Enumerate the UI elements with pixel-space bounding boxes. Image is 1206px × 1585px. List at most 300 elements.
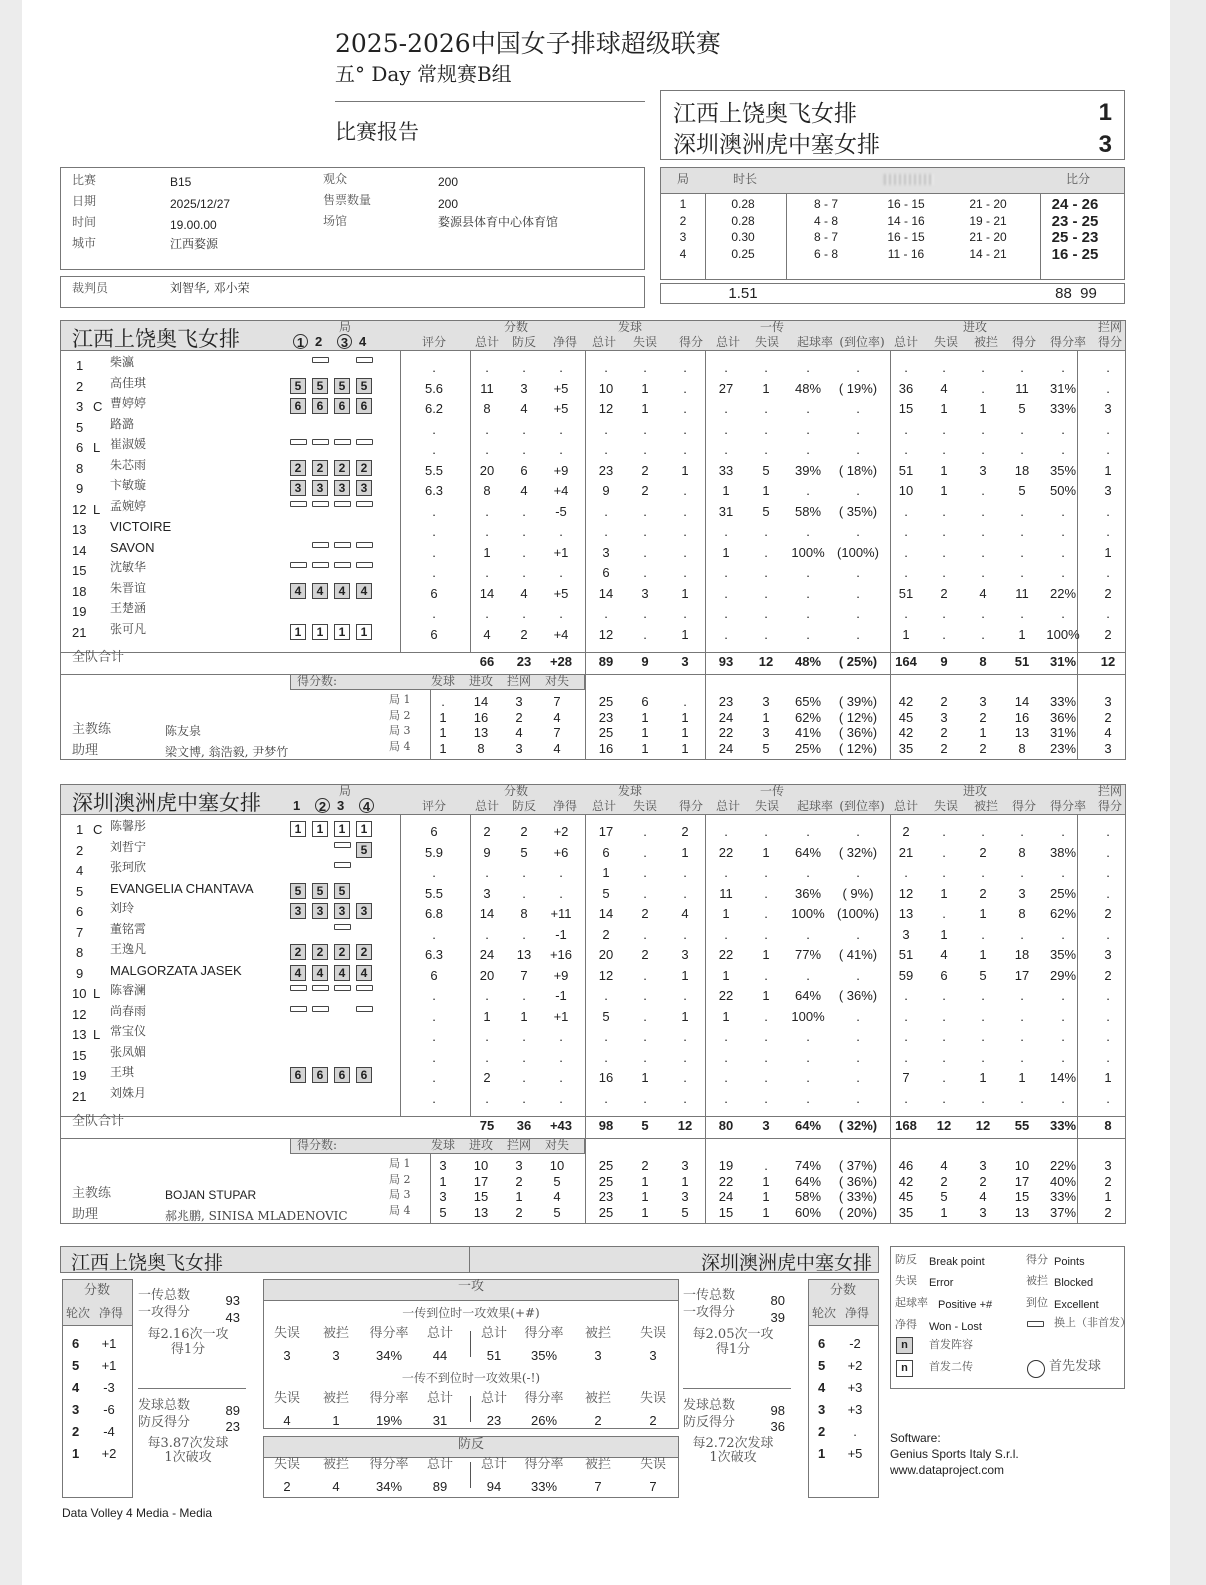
player-number: 15 (72, 1047, 87, 1063)
summary-value: 33% (530, 1479, 558, 1494)
stat-cell: 1 (722, 967, 730, 983)
stat-cell: 5.5 (424, 885, 444, 901)
total-cell: 75 (479, 1118, 495, 1133)
set-points-cell: 2 (515, 1205, 523, 1221)
stat-cell: 23 (598, 462, 614, 478)
stat-cell: ( 32%) (838, 844, 878, 860)
player-number: 19 (72, 604, 87, 619)
starting-position: 5 (356, 378, 372, 394)
divider (430, 1154, 431, 1224)
stat-cell: . (856, 442, 860, 457)
total-cell: 66 (479, 654, 495, 669)
stat-cell: . (683, 988, 687, 1003)
stat-cell: 4 (520, 585, 528, 601)
team-box (60, 784, 1126, 1224)
stat-cell: . (683, 885, 687, 901)
stat-cell: . (1020, 926, 1024, 942)
substitute-marker-icon (312, 439, 329, 445)
player-number: 7 (76, 924, 84, 940)
stat-cell: 39% (794, 462, 822, 478)
set-stat-cell: ( 12%) (838, 741, 878, 757)
set-stat-cell: 1 (1104, 1189, 1112, 1205)
player-name: VICTOIRE (110, 519, 172, 534)
set-partial-16: 16 - 15 (887, 197, 925, 211)
rotation-net: -3 (103, 1380, 115, 1395)
points-by-set-col: 进攻 (468, 674, 494, 688)
stat-cell: . (485, 442, 489, 457)
rotation-net: -6 (103, 1402, 115, 1417)
serve-total-label: 发球总数 (683, 1398, 736, 1413)
summary-col-label: 总计 (426, 1326, 454, 1341)
reception-total: 93 (225, 1293, 240, 1308)
set-points-cell: 3 (439, 1158, 447, 1173)
player-number: 14 (72, 542, 87, 558)
stat-cell: . (683, 606, 687, 621)
set-points-cell: 16 (473, 709, 489, 725)
total-cell: 168 (895, 1118, 917, 1133)
stat-cell: . (1106, 524, 1110, 539)
stat-cell: . (432, 865, 436, 880)
total-cell: 12 (936, 1118, 952, 1133)
set-stat-cell: 16 (1014, 709, 1030, 725)
stat-cell: 16 (598, 1070, 614, 1085)
column-group: 拦网 (1097, 320, 1123, 334)
column-header: 起球率 (796, 335, 834, 349)
stat-cell: . (981, 1049, 985, 1065)
summary-col-label: 总计 (426, 1457, 454, 1472)
stat-cell: 3 (979, 462, 987, 478)
stat-cell: . (904, 1049, 908, 1065)
starting-position: 5 (312, 883, 328, 899)
set-stat-cell: 25 (598, 1173, 614, 1189)
stat-cell: . (643, 421, 647, 437)
stat-cell: . (764, 606, 768, 621)
set-stat-cell: 3 (681, 1158, 689, 1173)
set-points-cell: 4 (553, 709, 561, 725)
stat-cell: . (942, 421, 946, 437)
stat-cell: . (942, 524, 946, 539)
summary-col-label: 得分率 (369, 1457, 409, 1472)
stat-cell: . (485, 926, 489, 942)
summary-team-a-bar (60, 1246, 470, 1273)
stat-cell: . (856, 360, 860, 375)
rotation-net: -2 (849, 1336, 861, 1351)
stat-cell: . (683, 1029, 687, 1044)
column-header: 得分 (1097, 799, 1123, 813)
starting-setter-position: 1 (290, 821, 306, 837)
set-stat-cell: 1 (762, 1205, 770, 1221)
legend-term-en: Points (1054, 1256, 1085, 1268)
set-stat-cell: 42 (898, 694, 914, 709)
total-cell: +43 (549, 1118, 573, 1133)
column-group: 一传 (759, 320, 785, 334)
stat-cell: . (604, 988, 608, 1003)
summary-col-label: 被拦 (322, 1326, 350, 1341)
sideout-title: 一攻 (457, 1279, 485, 1294)
result-box (660, 90, 1125, 160)
stat-cell: . (1020, 1049, 1024, 1065)
stat-cell: . (1061, 503, 1065, 519)
column-header: 失误 (632, 799, 658, 813)
stat-cell: . (764, 421, 768, 437)
total-cell: 89 (598, 654, 614, 669)
divider (890, 815, 891, 1224)
starting-position: 6 (290, 398, 306, 414)
set-stat-cell: 1 (641, 709, 649, 725)
stat-cell: . (559, 524, 563, 539)
set-group-label: 局 (338, 320, 352, 334)
stat-cell: . (904, 421, 908, 437)
set-points-cell: 8 (477, 741, 485, 757)
sideout-perfect-title: 一传到位时一攻效果(+#) (402, 1306, 540, 1320)
stat-cell: 17 (598, 824, 614, 839)
stat-cell: . (1061, 926, 1065, 942)
stat-cell: . (806, 967, 810, 983)
set-stat-cell: 24 (718, 709, 734, 725)
stat-cell: 22 (718, 988, 734, 1003)
divider (400, 351, 401, 652)
set-stat-cell: 1 (681, 725, 689, 741)
stat-cell: . (856, 421, 860, 437)
stat-cell: . (806, 421, 810, 437)
stat-cell: 17 (1014, 967, 1030, 983)
player-role: L (93, 1027, 101, 1042)
coach-label: 主教练 (72, 722, 112, 737)
stat-cell: 1 (1104, 544, 1112, 560)
city-label: 城市 (72, 236, 97, 250)
starting-position: 3 (334, 480, 350, 496)
starting-position: 2 (290, 460, 306, 476)
set-stat-cell: 2 (940, 725, 948, 741)
stat-cell: 5 (979, 967, 987, 983)
substitute-marker-icon (334, 862, 351, 868)
column-header: 被拦 (973, 799, 999, 813)
stat-cell: 1 (1018, 1070, 1026, 1085)
player-number: 5 (76, 883, 84, 899)
stat-cell: . (1020, 544, 1024, 560)
totals-label: 全队合计 (72, 650, 125, 665)
total-cell: +28 (549, 654, 573, 669)
divider (430, 690, 431, 760)
summary-col-label: 得分率 (524, 1326, 564, 1341)
stat-cell: . (724, 1090, 728, 1106)
set-stat-cell: 35 (898, 1205, 914, 1221)
column-header: 评分 (421, 335, 447, 349)
column-header: 得分 (1011, 335, 1037, 349)
stat-cell: 5 (1018, 401, 1026, 416)
stat-cell: 5 (1018, 483, 1026, 498)
substitute-marker-icon (334, 542, 351, 548)
stat-cell: +2 (553, 824, 569, 839)
stat-cell: 10 (598, 380, 614, 396)
stat-cell: . (856, 926, 860, 942)
stat-cell: . (432, 421, 436, 437)
set-points-cell: 3 (515, 1158, 523, 1173)
set-stat-cell: 1 (641, 1189, 649, 1205)
set-stat-cell: 1 (641, 741, 649, 757)
stat-cell: . (522, 926, 526, 942)
set-stat-cell: 1 (762, 709, 770, 725)
stat-cell: 7 (520, 967, 528, 983)
player-number: 5 (76, 419, 84, 435)
stat-cell: 2 (1104, 585, 1112, 601)
starting-position: 4 (334, 965, 350, 981)
summary-value: 34% (375, 1348, 403, 1363)
rotation-net: +1 (101, 1336, 117, 1351)
total-cell: 55 (1014, 1118, 1030, 1133)
stat-cell: 33 (718, 462, 734, 478)
stat-cell: . (981, 926, 985, 942)
set-stat-cell: 1 (762, 1173, 770, 1189)
stat-cell: 1 (681, 1008, 689, 1024)
stat-cell: 24 (479, 947, 495, 962)
stat-cell: 6 (602, 565, 610, 580)
stat-cell: 3 (602, 544, 610, 560)
stat-cell: . (643, 1029, 647, 1044)
summary-value: 3 (594, 1348, 602, 1363)
stat-cell: 2 (641, 947, 649, 962)
stat-cell: +1 (553, 1008, 569, 1024)
stat-cell: . (904, 442, 908, 457)
summary-col-label: 失误 (273, 1457, 301, 1472)
set-stat-cell: ( 33%) (838, 1189, 878, 1205)
stat-cell: . (559, 1029, 563, 1044)
stat-cell: . (856, 967, 860, 983)
legend-term-en: Break point (929, 1256, 985, 1268)
assistant-coaches: 郝兆鹏, SINISA MLADENOVIC (165, 1209, 348, 1223)
set-stat-cell: 25 (598, 1158, 614, 1173)
divider (400, 815, 401, 1116)
total-cell: 9 (940, 654, 948, 669)
stat-cell: . (522, 885, 526, 901)
stat-cell: . (724, 626, 728, 642)
stat-cell: 4 (520, 483, 528, 498)
set-stat-cell: 42 (898, 1173, 914, 1189)
stat-cell: . (764, 524, 768, 539)
player-name: 卞敏璇 (110, 478, 147, 492)
set-points-cell: 7 (553, 694, 561, 709)
rotation-header-title: 分数 (83, 1283, 111, 1298)
assistant-label: 助理 (72, 1207, 99, 1222)
stat-cell: 9 (602, 483, 610, 498)
stat-cell: . (942, 1049, 946, 1065)
player-name: 陈馨彤 (110, 819, 147, 833)
player-number: 13 (72, 522, 87, 537)
rotation-number: 6 (72, 1336, 80, 1351)
sideout-ratio: 每2.05次一攻 (692, 1327, 774, 1342)
rotation-header-title: 分数 (829, 1283, 857, 1298)
rotation-number: 5 (818, 1358, 826, 1373)
stat-cell: . (806, 1029, 810, 1044)
stat-cell: . (432, 1049, 436, 1065)
stat-cell: . (1106, 824, 1110, 839)
totals-label: 全队合计 (72, 1114, 125, 1129)
stat-cell: . (856, 865, 860, 880)
stat-cell: . (1106, 865, 1110, 880)
stat-cell: . (643, 988, 647, 1003)
stat-cell: 3 (520, 380, 528, 396)
starting-position: 6 (356, 1067, 372, 1083)
stat-cell: . (806, 1090, 810, 1106)
legend-term-cn: 净得 (895, 1318, 917, 1331)
stat-cell: 9 (483, 844, 491, 860)
divider (60, 652, 1126, 653)
stat-cell: 2 (602, 926, 610, 942)
stat-cell: 2 (979, 885, 987, 901)
stat-cell: 21 (898, 844, 914, 860)
stat-cell: . (724, 524, 728, 539)
stat-cell: . (856, 606, 860, 621)
head-coach: BOJAN STUPAR (165, 1188, 257, 1202)
rotation-number: 5 (72, 1358, 80, 1373)
player-name: 柴瀛 (110, 355, 135, 369)
rotation-number: 2 (818, 1424, 826, 1439)
stat-cell: . (1061, 1090, 1065, 1106)
starting-position: 4 (312, 965, 328, 981)
stat-cell: 15 (898, 401, 914, 416)
stat-cell: 1 (483, 544, 491, 560)
stat-cell: 11 (480, 380, 494, 396)
stat-cell: . (643, 967, 647, 983)
legend-setter-label: 首发二传 (929, 1360, 973, 1373)
stat-cell: 18 (1014, 947, 1030, 962)
stat-cell: . (1020, 565, 1024, 580)
stat-cell: . (683, 483, 687, 498)
stat-cell: . (856, 483, 860, 498)
stat-cell: . (942, 1070, 946, 1085)
stat-cell: ( 36%) (838, 988, 878, 1003)
stat-cell: 1 (602, 865, 610, 880)
set-stat-cell: 2 (979, 1173, 987, 1189)
summary-value: 19% (375, 1413, 403, 1428)
breakpoint-title: 防反 (457, 1437, 485, 1452)
set-points-cell: 5 (553, 1205, 561, 1221)
serve-first-set (359, 798, 374, 814)
player-number: 8 (76, 945, 84, 960)
total-cell: 48% (794, 654, 822, 669)
stat-cell: . (724, 360, 728, 375)
divider (1077, 815, 1078, 1224)
total-cell: 8 (979, 654, 987, 669)
summary-col-label: 被拦 (584, 1326, 612, 1341)
set-stat-cell: 2 (1104, 1173, 1112, 1189)
stat-cell: . (904, 544, 908, 560)
set-row-label: 局 4 (389, 740, 411, 754)
sideout-box (263, 1279, 679, 1429)
stat-cell: . (485, 565, 489, 580)
stat-cell: . (806, 606, 810, 621)
stat-cell: 1 (722, 1008, 730, 1024)
stat-cell: . (1106, 503, 1110, 519)
stat-cell: . (942, 626, 946, 642)
stat-cell: . (1020, 524, 1024, 539)
summary-value: 4 (283, 1413, 291, 1428)
stat-cell: 3 (483, 885, 491, 901)
player-number: 1 (76, 822, 84, 837)
set-stat-cell: 4 (940, 1158, 948, 1173)
stat-cell: 1 (762, 988, 770, 1003)
sideout-points: 39 (770, 1310, 785, 1325)
total-cell: ( 25%) (838, 654, 878, 669)
set-stat-cell: 65% (794, 694, 822, 709)
stat-cell: . (522, 524, 526, 539)
starting-position: 6 (312, 1067, 328, 1083)
stat-cell: . (1020, 1029, 1024, 1044)
stat-cell: 1 (1104, 1070, 1112, 1085)
legend-sub-label: 换上（非首发） (1054, 1316, 1131, 1329)
rotation-col-label: 轮次 (812, 1306, 837, 1320)
column-header: 得分率 (1049, 335, 1087, 349)
stat-cell: . (764, 1008, 768, 1024)
summary-col-label: 被拦 (584, 1457, 612, 1472)
set-points-cell: 10 (473, 1158, 489, 1173)
stat-cell: . (904, 565, 908, 580)
set-points-cell: 3 (515, 694, 523, 709)
player-number: 9 (76, 481, 84, 496)
stat-cell: 1 (681, 844, 689, 860)
stat-cell: . (604, 606, 608, 621)
player-name: 陈睿澜 (110, 983, 147, 997)
stat-cell: 11 (1015, 380, 1029, 396)
stat-cell: . (806, 401, 810, 416)
stat-cell: . (806, 1070, 810, 1085)
stat-cell: 1 (762, 483, 770, 498)
column-header: 防反 (511, 335, 537, 349)
legend-term-en: Error (929, 1277, 954, 1289)
rotation-net: +2 (847, 1358, 863, 1373)
player-number: 8 (76, 460, 84, 476)
stat-cell: . (683, 360, 687, 375)
stat-cell: . (724, 865, 728, 880)
set-stat-cell: 45 (898, 1189, 914, 1205)
stat-cell: . (856, 1049, 860, 1065)
stat-cell: 6.3 (424, 483, 444, 498)
stat-cell: . (942, 544, 946, 560)
starting-position: 6 (334, 398, 350, 414)
total-cell: 8 (1104, 1118, 1112, 1133)
player-number: 21 (72, 1088, 87, 1104)
stat-cell: . (432, 503, 436, 519)
stat-cell: . (764, 626, 768, 642)
venue-label: 场馆 (323, 214, 348, 228)
set-group-label: 局 (338, 784, 352, 798)
stat-cell: 12 (598, 626, 614, 642)
stat-cell: . (981, 524, 985, 539)
player-number: 2 (76, 842, 84, 858)
set-points-cell: 2 (515, 1173, 523, 1189)
stat-cell: 31 (718, 503, 734, 519)
legend-term-cn: 防反 (895, 1253, 917, 1266)
stat-cell: . (643, 844, 647, 860)
break-points-label: 防反得分 (138, 1415, 191, 1430)
stat-cell: 6 (430, 967, 438, 983)
set-number-label: 4 (359, 334, 367, 349)
set-points-cell: 4 (553, 1189, 561, 1205)
blurred-partials-header (884, 174, 934, 185)
stat-cell: . (856, 565, 860, 580)
set-stat-cell: 2 (1104, 709, 1112, 725)
stat-cell: . (806, 442, 810, 457)
stat-cell: . (1020, 606, 1024, 621)
stat-cell: . (764, 1070, 768, 1085)
stat-cell: . (432, 1070, 436, 1085)
set-stat-cell: 46 (898, 1158, 914, 1173)
substitute-marker-icon (312, 985, 329, 991)
set-points-cell: 3 (439, 1189, 447, 1205)
stat-cell: +9 (553, 967, 569, 983)
set-points-cell: . (441, 694, 445, 709)
rotation-number: 4 (72, 1380, 80, 1395)
